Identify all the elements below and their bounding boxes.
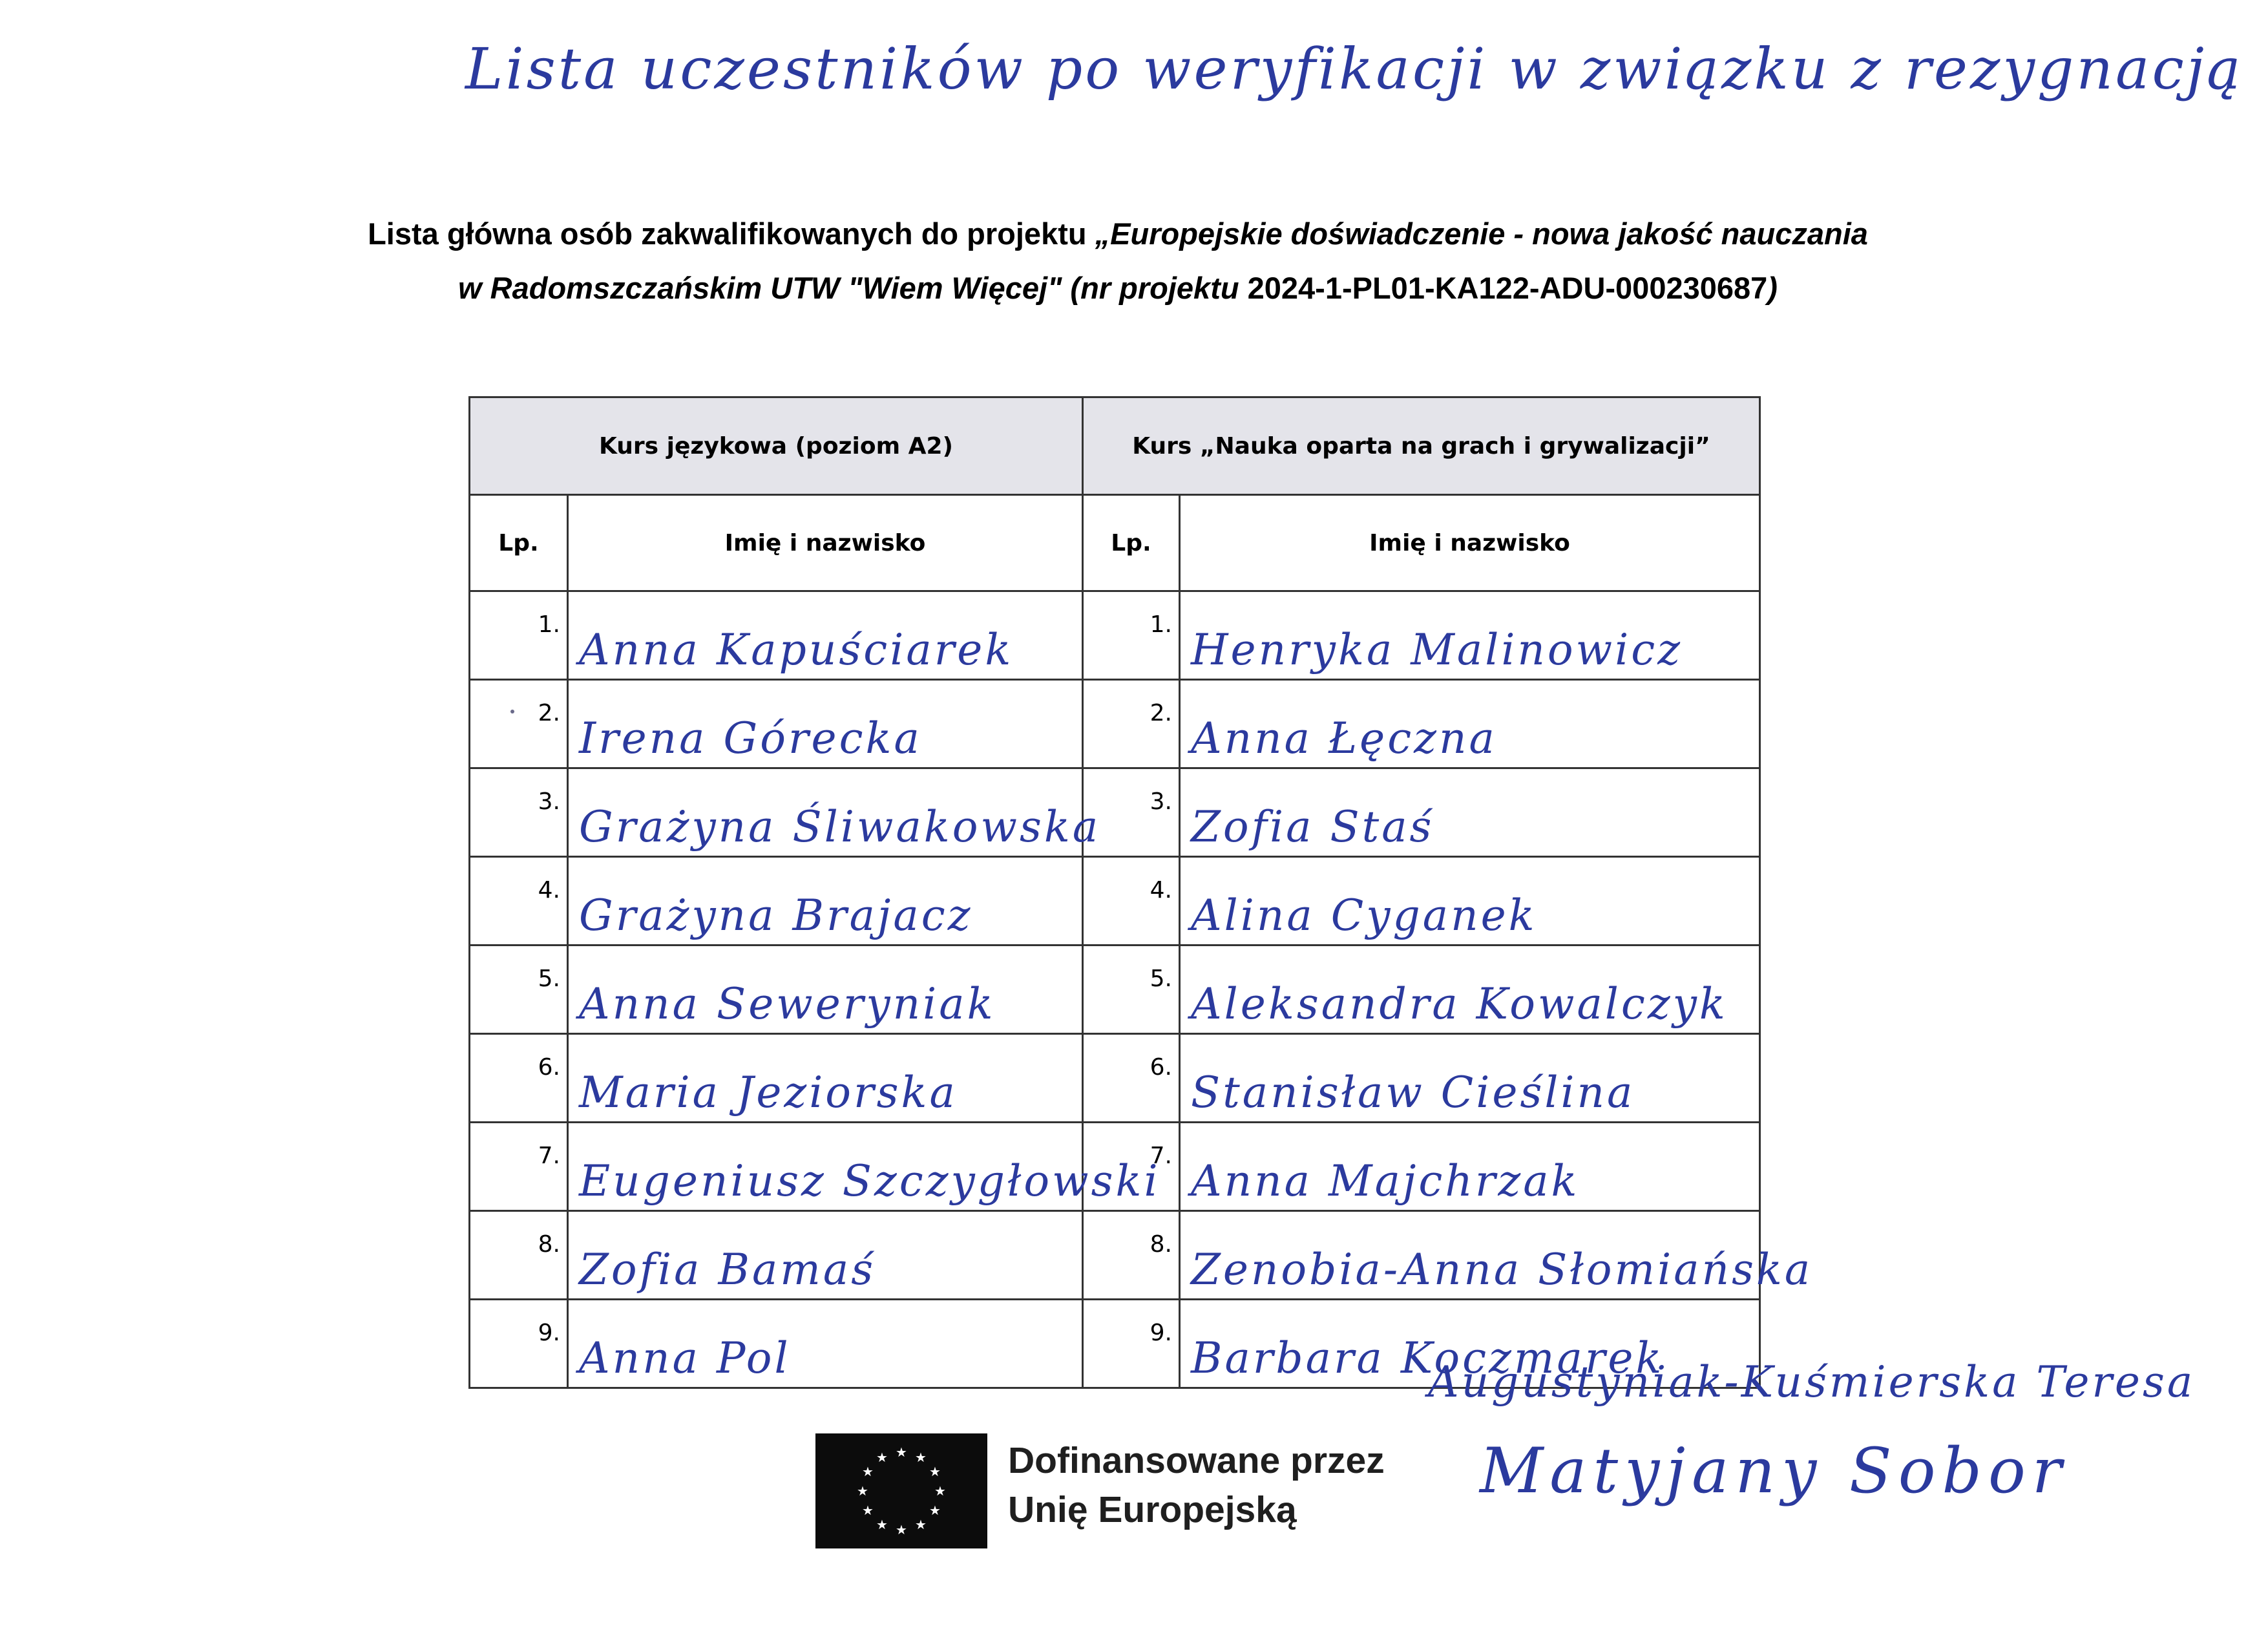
row-number-right: 6. [1083,1034,1180,1123]
course-header-language: Kurs językowa (poziom A2) [470,397,1083,495]
heading-prefix: Lista główna osób zakwalifikowanych do projektu [368,217,1095,251]
participant-name-left: Anna Kapuściarek [568,591,1083,680]
table-row [470,768,1760,857]
participant-name-left: Grażyna Brajacz [568,857,1083,945]
column-header-name-left: Imię i nazwisko [568,495,1083,591]
eu-star-icon: ★ [862,1464,874,1479]
table-row [470,1034,1760,1123]
row-number-right: 2. [1083,680,1180,768]
heading-project-title-part2: w Radomszczańskim UTW "Wiem Więcej" (nr projektu [458,271,1248,305]
eu-star-icon: ★ [929,1503,941,1518]
column-header-lp-left: Lp. [470,495,568,591]
signature-name: Augustyniak-Kuśmierska Teresa [1428,1357,2196,1407]
row-number-left: 4. [470,857,568,945]
participant-name-right: Aleksandra Kowalczyk [1180,945,1760,1034]
heading-line-2 [233,261,2003,315]
row-number-left: 5. [470,945,568,1034]
cofunded-line-1: Dofinansowane przez [1008,1440,1385,1481]
participant-name-right: Anna Majchrzak [1180,1123,1760,1211]
participant-name-right: Henryka Malinowicz [1180,591,1760,680]
participant-name-left: Grażyna Śliwakowska [568,768,1083,857]
participant-name-left: Maria Jeziorska [568,1034,1083,1123]
course-header-gamification: Kurs „Nauka oparta na grach i grywalizacji” [1083,397,1760,495]
participants-table [468,396,1813,1389]
eu-star-icon: ★ [915,1517,927,1532]
participant-name-right: Stanisław Cieślina [1180,1034,1760,1123]
participant-name-left: Zofia Bamaś [568,1211,1083,1300]
table-row [470,945,1760,1034]
participant-name-right: Barbara Koczmarek [1180,1300,1760,1388]
cofunded-line-2: Unię Europejską [1008,1489,1297,1530]
row-number-left: 7. [470,1123,568,1211]
participant-name-left: Eugeniusz Szczygłowski [568,1123,1083,1211]
eu-star-icon: ★ [862,1503,874,1518]
document-heading [233,207,2003,315]
row-number-left: 1. [470,591,568,680]
heading-line-1 [233,207,2003,261]
row-number-right: 9. [1083,1300,1180,1388]
eu-flag-stars [815,1433,987,1548]
table-row [470,1123,1760,1211]
eu-star-icon: ★ [915,1450,927,1465]
participant-name-left: Anna Seweryniak [568,945,1083,1034]
heading-closing-paren: ) [1767,271,1778,305]
row-number-right: 3. [1083,768,1180,857]
column-header-name-right: Imię i nazwisko [1180,495,1760,591]
eu-star-icon: ★ [929,1464,941,1479]
participant-name-left: Anna Pol [568,1300,1083,1388]
eu-star-icon: ★ [934,1483,946,1499]
eu-star-icon: ★ [896,1522,907,1537]
eu-star-icon: ★ [876,1517,888,1532]
participant-name-right: Zenobia-Anna Słomiańska [1180,1211,1760,1300]
participant-name-right: Zofia Staś [1180,768,1760,857]
row-number-left: 8. [470,1211,568,1300]
eu-flag-icon [815,1433,987,1548]
row-number-right: 1. [1083,591,1180,680]
row-number-left: 6. [470,1034,568,1123]
eu-star-icon: ★ [857,1483,868,1499]
participant-name-left: Irena Górecka [568,680,1083,768]
participant-name-right: Anna Łęczna [1180,680,1760,768]
table-row [470,680,1760,768]
heading-project-title-part1: „Europejskie doświadczenie - nowa jakość nauczania [1095,217,1868,251]
participant-name-right: Alina Cyganek [1180,857,1760,945]
handwritten-note: Lista uczestników po weryfikacji w związku z rezygnacją [465,36,2243,102]
cofunded-by-eu-text [1008,1436,1385,1534]
column-header-lp-right: Lp. [1083,495,1180,591]
row-number-left: 9. [470,1300,568,1388]
row-number-left: 3. [470,768,568,857]
table-row [470,591,1760,680]
signature-mark: Matyjany Sobor [1480,1435,2068,1507]
heading-project-number: 2024-1-PL01-KA122-ADU-000230687 [1247,271,1768,305]
row-number-left: 2. [470,680,568,768]
table-row [470,857,1760,945]
eu-star-icon: ★ [896,1444,907,1460]
table-row [470,1211,1760,1300]
row-number-right: 5. [1083,945,1180,1034]
row-number-right: 7. [1083,1123,1180,1211]
row-number-right: 4. [1083,857,1180,945]
row-number-right: 8. [1083,1211,1180,1300]
eu-star-icon: ★ [876,1450,888,1465]
